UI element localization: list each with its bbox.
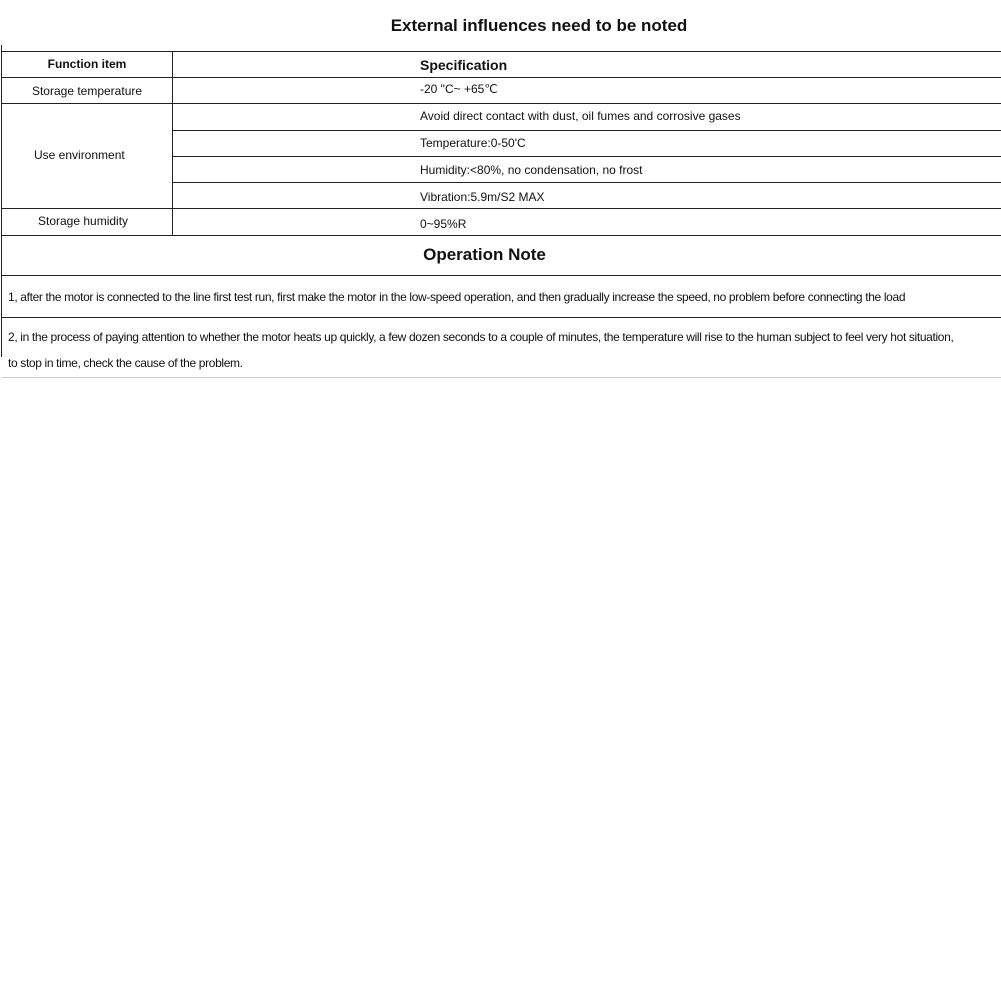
page-title: External influences need to be noted (390, 16, 688, 35)
row-spec: 0~95%R (420, 217, 467, 231)
header-specification: Specification (420, 57, 508, 73)
note-item: 2, in the process of paying attention to whether the motor heats up quickly, a few dozen seconds to a couple of minutes, the temperature will rise to the human subject to feel very hot situation, (8, 330, 954, 344)
row-spec: Avoid direct contact with dust, oil fumes and corrosive gases (420, 109, 741, 123)
header-function-item: Function item (47, 57, 127, 71)
note-item: 1, after the motor is connected to the line first test run, first make the motor in the low-speed operation, and then gradually increase the speed, no problem before connecting the load (8, 290, 906, 304)
row-spec: Temperature:0-50'C (420, 136, 526, 150)
row-item: Use environment (34, 148, 125, 162)
row-spec: -20 "C~ +65℃ (420, 82, 498, 96)
row-spec: Humidity:<80%, no condensation, no frost (420, 163, 643, 177)
operation-note-title: Operation Note (423, 245, 546, 264)
row-spec: Vibration:5.9m/S2 MAX (420, 190, 545, 204)
row-item: Storage temperature (31, 84, 143, 98)
note-item: to stop in time, check the cause of the problem. (8, 356, 243, 370)
row-item: Storage humidity (38, 214, 129, 228)
